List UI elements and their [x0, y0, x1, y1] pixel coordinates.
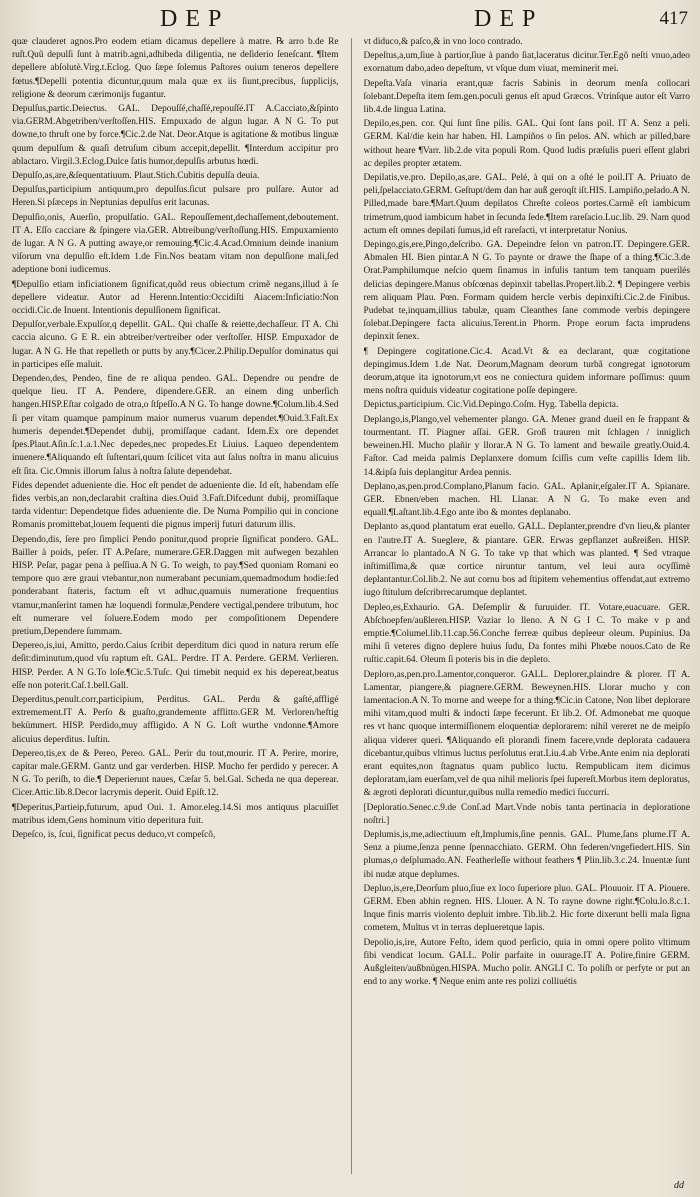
dictionary-entry: Depereo,tis,ex de & Pereo, Pereo. GAL. Perir du tout,mourir. IT A. Perire, morire, capitar male.GERM. Gantz und gar verderben. HISP. Mucho fer perdido y perecer. A N G. To periſh, to die.¶ Deperierunt naues, Cæſar 5. bel.Gal. Scheda ne qua deperear. Cicer.Attic.lib.8.Decor lacrymis deperit. Ouid Epiſt.12. — [12, 748, 339, 799]
dictionary-entry: Depilo,es,pen. cor. Qui ſunt ſine pilis. GAL. Qui ſont ſans poil. IT A. Senz a peli. GERM. Kal/die kein har haben. HI. Lampiños o ſin pelos. AN. which ar pilled,bare without heare ¶Varr. lib.2.de vita populi Rom. Quod ludis præſulis pueri eſſent glabri ac depiles propter ætatem. — [363, 119, 690, 169]
right-column — [364, 36, 691, 1174]
running-head-right: DEP — [474, 6, 544, 32]
dictionary-entry: Dependo,dis, ſere pro ſimplici Pendo ponitur,quod proprie ſignificat pondero. GAL. Bailler à poids, peſer. IT A.Peſare, numerare.GER.Daggen mit aufwegen bezahlen HISP. Peſar, pagar pena à peſſiua.A N G. To weigh, to pay.¶Sed quoniam Romani eo tempore quo ære graui vtebantur,non numerabant pecuniam,quemadmodum hodie:ſed ponderabant ſtateris, factum eſt vt adhuc,quamuis numeratione frequentius vtamur,manſerint tamen hæ loquendi formulæ,Pendere vectigal,pendere tributum, hoc eſt numerare vel ſoluere.Eodem modo per compoſitionem Dependere pretium,Dependere ſummam. — [12, 534, 339, 637]
dictionary-entry: Depictus,participium. Cic.Vid.Depingo.Coſm. Hyg. Tabella depicta. — [363, 400, 619, 411]
dictionary-entry: Depeſta.Vaſa vinaria erant,quæ facris Sabinis in deorum menſa collocari ſolebant.Depeſta item ſem.gen.poculi genus eſt apud Græcos. Vtrinſque autor eſt Varro lib.4.de lingua Latina. — [363, 78, 690, 116]
dictionary-entry: Deplano,as,pen.prod.Complano,Planum facio. GAL. Aplanir,eſgaler.IT A. Spianare. GER. Ebnen/eben machen. HI. Llanar. A N G. To make even and equall.¶Laſtant.lib.4.Ego ante ibo & montes deplanabo. — [363, 481, 690, 519]
dictionary-entry: Depilatis,ve.pro. Depilo,as,are. GAL. Pelé, à qui on a oſté le poil.IT A. Priuato de peli,ſpelacciato.GERM. Geſtupt/dem dan har auß geroqſt iſt.HIS. Lampiño,pelado.A N. Pilled,made bare.¶Mart.Quum depilatos Chreſte coleos portes.Carmẽ eſt iambicum trimetrum,quod iambicum habet in ſecunda ſede.¶Item rareſacio.Luc.lib. 29. Nam quod actum eſt omnes depilati ſumus,id eſt rareſacti, vt interpretatur Nonius. — [363, 173, 690, 236]
dictionary-entry: Depulſo,as,are,&ſequentatiuum. Plaut.Stich.Cubitis depulſa deuia. — [12, 171, 260, 182]
dictionary-entry: Depulſor,verbale.Expulſor,q depellit. GAL. Qui chaſſe & reiette,dechaſſeur. IT A. Chi caccia alcuno. G E R. ein abtreiber/vertreiber oder verſtoſſer. HISP. Empuxador de lugar. A N G. He that repelleth or putts by any.¶Cicer.2.Philip.Depulſor dominatus qui in participes eſſe maluit. — [12, 320, 339, 370]
dictionary-entry: Depluo,is,ere,Deorſum pluo,ſiue ex loco ſuperiore pluo. GAL. Plouuoir. IT A. Piouere. GERM. Eben abhin regnen. HIS. Llouer. A N. To rayne downe right.¶Colu.lo.8.c.1. Inque finis marris violento depluit imbre. Tib.lib.2. Hic forte dixerunt belli mala ſigna cometem, Multus vt in terras deplueretque lapis. — [363, 883, 690, 934]
left-column — [12, 36, 339, 1174]
dictionary-entry: Depulſus,partic.Deiectus. GAL. Depouſſé,chaſſé,repouſſé.IT A.Cacciato,&ſpinto via.GERM.Abgetriben/verſtoſſen.HIS. Empuxado de algun lugar. A N G. To put downe,to thruſt one by force.¶Cic.2.de Nat. Deor.Atque is agitatione & motibus linguæ quum depulſum & quaſi detruſum cibum accepit,depellit. ¶Interdum accipitur pro ablactaro. Virgil.3.Eclog.Dulce ſatis humor,depulſis arbutus hœdi. — [12, 104, 339, 167]
text-columns — [12, 36, 690, 1174]
dictionary-entry: Depingo,gis,ere,Pingo,deſcribo. GA. Depeindre ſelon vn patron.IT. Depingere.GER. Abmalen HI. Bien pintar.A N G. To paynte or drawe the ſhape of a thing.¶Cic.3.de Orat.Pamphilumque neſcio quem ſinamus in infulis tantum tem tanquam puerilés delicias depingere.Manus obſcœnas depinxit tabellas.Propert.lib.2. ¶ Depingere verbis rem aliquam Plau. Pœn. Formam quidem hercle verbis depinxiſti.Cic.2.de Finibus. Pudebat te,inquam,illius tabulæ, quam Cleanthes ſane commode verbis depingere ſolebat.Depingere facta alicuius.Terent.in Phorm. Prope eorum facta imprudens depinxit ſenex. — [363, 240, 690, 343]
dictionary-entry: Depeſco, is, ſcui, ſignificat pecus deduco,vt compeſcõ, — [12, 829, 216, 840]
dictionary-entry: Dependeo,des, Pendeo, fine de re aliqua pendeo. GAL. Dependre ou pendre de quelque lieu. IT A. Pendere, dipendere.GER. an einem ding unberſich hangen.HISP.Eſtar colgado de otra,o ſtſpeſſo.A N G. To hange downe.¶Colum.lib.4.Sed ſi per vitam quamque pampinum maior numerus vuarum dependet.¶Ouid.3.Faſt.Ex humeris dependet.¶Dependet dubij, promiſſaque cadant. Idem.Ex ore dependet ſpes.Plaut.Aſin.ſc.1.a.1.Nec depedes,nec propedes.Et Liuius. Laqueo dependentem inuenere.¶Aliquando eſt ſuſtentari,quum ſcilicet vita aut ſalus noſtra in manu alicuius eſt ſita. Cic.Omnis illorum ſalus à noſtra ſalute dependebat. — [12, 374, 339, 477]
dictionary-entry: Depleo,es,Exhaurio. GA. Deſemplir & furuuider. IT. Votare,euacuare. GER. Abſchoepfen/außleren.HISP. Vaziar lo lleno. A N G I C. To make v p and emptie.¶Columel.lib.11.cap.56.Conche ferreæ quibus depleeur oleum. Pupinius. Da mihi ſi veteres digno deplere huius ſudu, Da fontes mihi Phœbe nouos.Cato de Re ruſtic.capit.64. Oleum ſi poteris bis in die depleto. — [363, 602, 690, 666]
dictionary-entry: quæ clauderet agnos.Pro eodem etiam dicamus depellere à matre. ℞ arro b.de Re ruſt.Quũ depulſi ſunt à matrib.agni,adhibeda diligentia, ne deſiderio ſeneſcant. ¶Item depellere abſolutè.Virg.t.Eclog. Quo ſæpe ſolemus Paſtores ouium teneros depellere fœtus.¶Depelli potentia dicuntur,quum mala quæ ex iis ſiunt,precibus, ſupplicijs, religione & deorum cærimonijs fugantur. — [12, 37, 339, 100]
dictionary-entry: vt diduco,& paſco,& in vno loco contrado. — [363, 37, 523, 47]
dictionary-entry: ¶Depulſio etiam inficiationem ſignificat,quõd reus obiectum crimẽ negans,illud à ſe depellere videatur. Autor ad Herenn.Intentio:Occidiſti Aiacem:Inficiatio:Non occidi.Cic.de Inuent. Intentionis depulſionem ſignificat. — [12, 279, 339, 317]
catchword: dd — [674, 1180, 684, 1191]
dictionary-entry: Depulſio,onis, Auerſio, propulſatio. GAL. Repouſſement,dechaſſement,deboutement. IT A. Eſſo cacciare & ſpingere via.GER. Abtreibung/verſtoſſung.HIS. Empuxamiento de lugar. A N G. A putting awaye,or remouing.¶Cic.4.Acad.Omnium deinde inanium viſorum vna depulſio eſt.Idem 1.de Fin.Nos beatam vitam non depulſione mali,ſed adeptione boni iudicemus. — [12, 212, 339, 276]
dictionary-entry: ¶Deperitus,Partieip,futurum, apud Oui. 1. Amor.eleg.14.Si mos antiquus placuiſſet matribus idem,Gens hominum vitio deperitura fuit. — [12, 802, 339, 826]
dictionary-entry: Deploro,as,pen.pro.Lamentor,conqueror. GALL. Deplorer,plaindre & plorer. IT A. Lamentar, piangere,& piagnere.GERM. Beweynen.HIS. Llorar mucho y con lamentacion.A N. To morne and weepe for a thing.¶Cic.in Catone, Non libet deplorare mihi vitam,quod multi & indocti ſæpe fecerunt. Et lib.2. Of. Admonebat me quoque res vt hanc quoque intermiſſionem eloquentiæ deplorarem: nihil vereret ne de meipſo aliqua viderer queri. ¶Aliquando eſt plorandi finem facere,vnde deplorata cadauera dicebantur,quibus vltimus luctus perſolutus erat.Liu.4.ab Vrbe.Ante enim nia deplorati erant equites,non ſtagnatus quam publico luctu. Rempublicam item dicimus deploratam,iam euerſam,vel de qua nihil melioris ſpei ſupereſt.Morbus item deploratus, & ægroti deplorati dicuntur,quibus nulla remedio medici ſuccurri. — [363, 669, 690, 799]
dictionary-entry: [Deploratio.Senec.c.9.de Conſ.ad Mart.Vnde nobis tanta pertinacia in deploratione noſtri.] — [363, 802, 690, 826]
dictionary-entry: Depeſtus,a,um,ſiue à partior,ſiue à pando ſiat,laceratus dicitur.Ter.Egõ neſti vnuo,adeo exornatum dabo,adeo depeſtum, vt vſque dum viuat, meminerit mei. — [363, 51, 690, 75]
dictionary-entry: Deperditus,penult.corr,participium, Perditus. GAL. Perdu & gaſté,affligé extremement.IT A. Perſo & guaſto,grandemente afflitto.GER M. Verloren/heftig bekümmert. HISP. Perdido,muy affligido. A N G. Loſt wurthe vndonne.¶Amore alicuius deperditus. Iuſtin. — [12, 694, 339, 745]
dictionary-entry: ¶ Depingere cogitatione.Cic.4. Acad.Vt & ea declarant, quæ cogitatione depingimus.Idem 1.de Nat. Deorum,Magnam deorum turbã congregat ignotorum deorum,atque ita ignotorum,vt eos ne coniectura quidem informare poſſimus: quum mens noſtra quiduis videatur cogitatione poſſe depingere. — [363, 346, 690, 397]
page-number: 417 — [659, 8, 688, 29]
dictionary-entry: Depereo,is,iui, Amitto, perdo.Caius ſcribit deperditum dici quod in natura rerum eſſe deſit:diminutum,quod vſu raptum eſt. GAL. Perdre. IT A. Perdere. GERM. Verlieren. HISP. Perder. A N G.To loſe.¶Cic.5.Tuſc. Qui timebit nequid ex his depereat,beatus eſſe non poterit.Caſ.1.bell.Gall. — [12, 641, 339, 691]
dictionary-entry: Depulſus,participium antiquum,pro depulſus.ſicut pulsare pro pulſare. Autor ad Heren.Si pſæceps in Neptunias depulſus erit lacunas. — [12, 185, 339, 209]
dictionary-entry: Deplanto as,quod plantatum erat euello. GALL. Deplanter,prendre d'vn lieu,& planter en l'autre.IT A. Sueglere, & piantare. GER. Erwas gepflanzet außreißen. HISP. Arrancar lo plantado.A N G. To take vp that which was planted. ¶ Sed vtraque inſtimiſſima,& quæ cortice niruntur tantum, vel leui aura ocyſſimè deplantantur.Col.lib.2. Ne aut cornu bos ad ſtipitem vehementius offendat,aut extremo iugo ſtitulum deſcribrrecarumque deplantet. — [363, 522, 690, 599]
dictionary-entry: Deplango,is,Plango,vel vehementer plango. GA. Mener grand dueil en ſe frappant & tourmentant. IT. Piagner aſſai. GER. Groß trauren mit ſchlagen / inniglich beweinen.HI. Mucho plañir y llorar.A N G. To lament and bewaile greatly.Ouid.4. Faſtor. Cad meida palmis Deplanxere domum ſciſſis cum veſte capillis Idem lib. 14.&ipſa ſuis deplangitur Ardea pennis. — [363, 414, 690, 478]
dictionary-entry: Fides dependet adueniente die. Hoc eſt pendet de adueniente die. Id eſt, habendam eſſe fides verbis,an non,declarabit craſtina dies.Ouid 3.Faſt.Difcedunt dubij, promiſſaque tarda videntur: Dependetque fides adueniente die. De Numa Pompilio qui in concione Romanis promittebat,louem ſequenti die pignus imperij futuri daturum illis. — [12, 480, 339, 531]
dictionary-entry: Deplumis,is,me,adiectiuum eſt,Implumis,ſine pennis. GAL. Plume,ſans plume.IT A. Senz a piume,ſenza penne ſpennacchiato. GERM. Ohn federen/vngefiedert.HIS. Sin plumas,o deſplumado.AN. Featherleſſe without feathers ¶ Plin.lib.3.c.24. Inuentæ ſunt ibi nudæ atque deplumes. — [363, 829, 690, 880]
column-divider — [351, 38, 352, 1174]
running-header — [12, 6, 690, 36]
dictionary-entry: Depolio,is,ire, Autore Feſto, idem quod perſicio, quia in omni opere polito vltimum fibi vendicat locum. GALL. Polir parfaite in ouurage.IT A. Polire,finire GERM. Außgleiten/außbnügen.HISPA. Mucho polir. ANGLI C. To poliſh or perfyte or put an end to any worke. ¶ Neque enim ante res polizi colliuétis — [363, 937, 690, 988]
running-head-left: DEP — [160, 6, 230, 32]
